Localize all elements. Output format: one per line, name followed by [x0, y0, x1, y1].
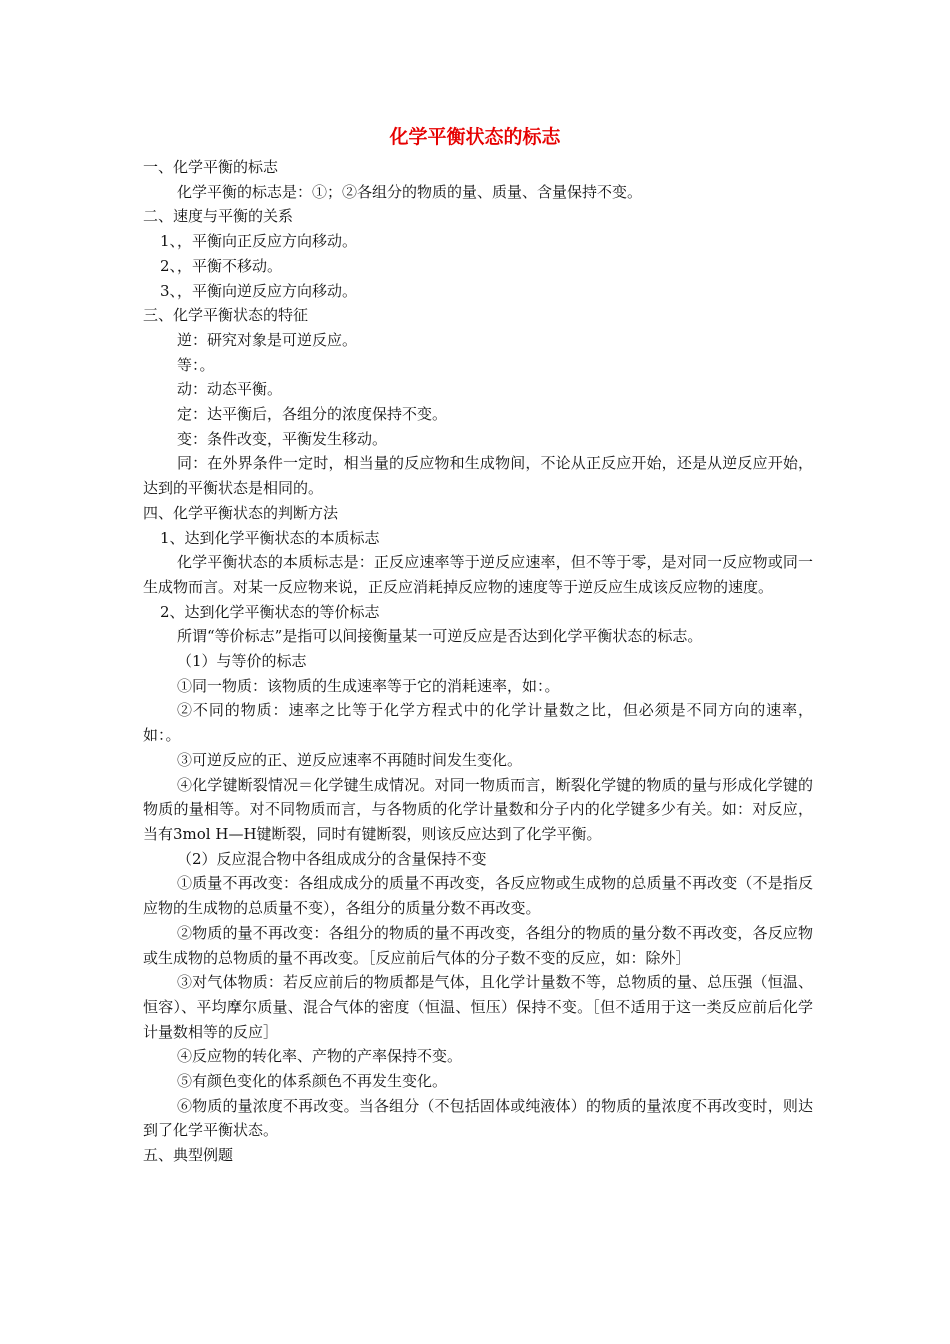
paragraph: ④反应物的转化率、产物的产率保持不变。: [177, 1047, 463, 1066]
paragraph: ⑥物质的量浓度不再改变。当各组分（不包括固体或纯液体）的物质的量浓度不再改变时，则达到了化学平衡状态。: [143, 1096, 813, 1140]
section-heading: 四、化学平衡状态的判断方法: [143, 503, 339, 522]
paragraph: ①质量不再改变：各组成成分的质量不再改变，各反应物或生成物的总质量不再改变（不是指反应物的生成物的总质量不变），各组分的质量分数不再改变。: [143, 874, 813, 918]
paragraph: 化学平衡状态的本质标志是：正反应速率等于逆反应速率，但不等于零，是对同一反应物或同一生成物而言。对某一反应物来说，正反应消耗掉反应物的速度等于逆反应生成该反应物的速度。: [143, 553, 813, 596]
paragraph: 等：。: [177, 355, 215, 374]
paragraph: ④化学键断裂情况＝化学键生成情况。对同一物质而言，断裂化学键的物质的量与形成化学键的物质的量相等。对不同物质而言，与各物质的化学计量数和分子内的化学键多少有关。如：对反应，当有3mol H—H键断裂，同时有键断裂，则该反应达到了化学平衡。: [143, 775, 813, 843]
paragraph: ①同一物质：该物质的生成速率等于它的消耗速率，如：。: [177, 676, 560, 695]
paragraph: 逆：研究对象是可逆反应。: [177, 330, 358, 349]
paragraph: ⑤有颜色变化的体系颜色不再发生变化。: [177, 1072, 448, 1091]
paragraph: ②不同的物质：速率之比等于化学方程式中的化学计量数之比，但必须是不同方向的速率，如：。: [143, 701, 813, 745]
paragraph: 2、，平衡不移动。: [160, 256, 283, 275]
document-body: [143, 155, 813, 1168]
paragraph: 1、，平衡向正反应方向移动。: [160, 232, 358, 251]
paragraph: ②物质的量不再改变：各组分的物质的量不再改变，各组分的物质的量分数不再改变，各反应物或生成物的总物质的量不再改变。［反应前后气体的分子数不变的反应，如：除外］: [143, 923, 813, 967]
document-title: 化学平衡状态的标志: [389, 126, 561, 148]
paragraph: （1）与等价的标志: [177, 652, 307, 671]
paragraph: 变：条件改变，平衡发生移动。: [177, 429, 388, 448]
section-heading: 三、化学平衡状态的特征: [143, 306, 309, 325]
paragraph: 所谓“等价标志”是指可以间接衡量某一可逆反应是否达到化学平衡状态的标志。: [177, 627, 703, 646]
paragraph: ③对气体物质：若反应前后的物质都是气体，且化学计量数不等，总物质的量、总压强（恒温、恒容）、平均摩尔质量、混合气体的密度（恒温、恒压）保持不变。［但不适用于这一类反应前后化学计量数相等的反应］: [143, 973, 813, 1041]
paragraph: （2）反应混合物中各组成成分的含量保持不变: [177, 849, 487, 868]
paragraph: 动：动态平衡。: [177, 380, 283, 399]
section-heading: 一、化学平衡的标志: [143, 158, 279, 176]
section-heading: 五、典型例题: [143, 1146, 234, 1165]
paragraph: 3、，平衡向逆反应方向移动。: [160, 281, 358, 300]
paragraph: ③可逆反应的正、逆反应速率不再随时间发生变化。: [177, 750, 523, 769]
paragraph: 化学平衡的标志是：①；②各组分的物质的量、质量、含量保持不变。: [177, 182, 643, 201]
paragraph: 2、达到化学平衡状态的等价标志: [160, 602, 380, 621]
paragraph: 定：达平衡后，各组分的浓度保持不变。: [177, 405, 448, 424]
paragraph: 同：在外界条件一定时，相当量的反应物和生成物间，不论从正反应开始，还是从逆反应开始，达到的平衡状态是相同的。: [143, 454, 813, 498]
section-heading: 二、速度与平衡的关系: [143, 207, 294, 226]
paragraph: 1、达到化学平衡状态的本质标志: [160, 528, 380, 547]
